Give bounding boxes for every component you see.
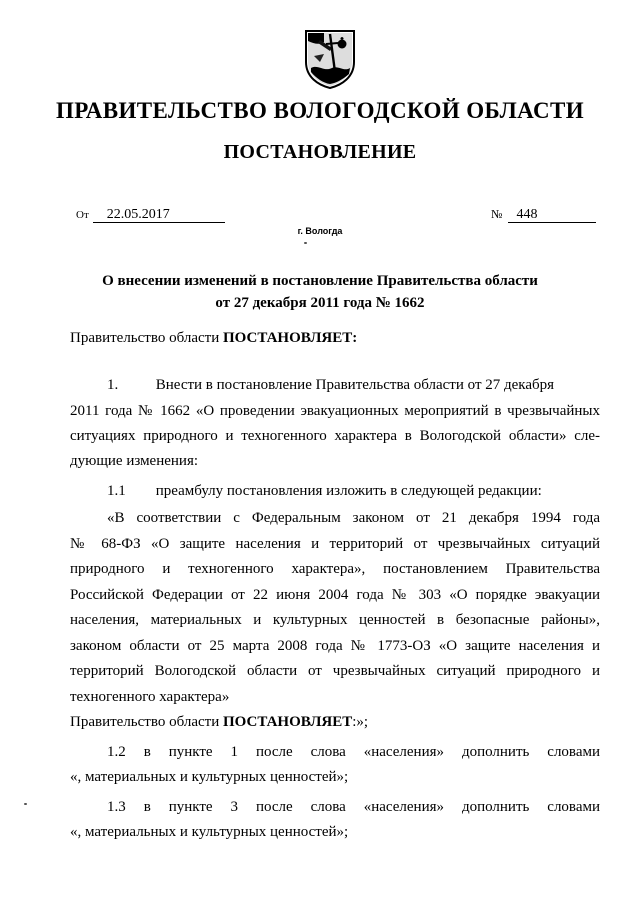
quote-line-3: природного и техногенного характера», постановлением Правительства xyxy=(70,561,600,577)
date-field xyxy=(76,207,225,223)
document-type: ПОСТАНОВЛЕНИЕ xyxy=(223,141,417,163)
paragraph-1-number: 1. xyxy=(107,377,119,393)
subject-line-1: О внесении изменений в постановление Правительства области xyxy=(102,273,538,289)
paragraph-1-3-line-1: 1.3 в пункте 3 после слова «населения» дополнить словами xyxy=(107,799,600,815)
government-title: ПРАВИТЕЛЬСТВО ВОЛОГОДСКОЙ ОБЛАСТИ xyxy=(55,98,585,123)
quote-line-4: Российской Федерации от 22 июня 2004 года № 303 «О порядке эвакуации xyxy=(70,587,600,603)
paragraph-1-line-2: 2011 года № 1662 «О проведении эвакуационных мероприятий в чрезвычайных xyxy=(70,403,600,419)
quote-line-5: населения, материальных и культурных ценностей в безопасные районы», xyxy=(70,612,600,628)
quote-end-line xyxy=(70,713,600,731)
number-value: 448 xyxy=(508,207,596,223)
coat-of-arms-icon xyxy=(302,28,358,90)
paragraph-1-3-line-2: «, материальных и культурных ценностей»; xyxy=(70,824,349,840)
document-subject xyxy=(60,270,580,314)
scan-speck xyxy=(304,242,307,244)
number-field xyxy=(491,207,596,223)
paragraph-1-line-1 xyxy=(107,376,600,394)
quote-line-1: «В соответствии с Федеральным законом от 21 декабря 1994 года xyxy=(107,510,600,526)
quote-line-6: законом области от 25 марта 2008 года № 1773-ОЗ «О защите населения и xyxy=(70,638,600,654)
city-label: г. Вологда xyxy=(297,226,343,236)
quote-end-suffix: :»; xyxy=(352,714,369,730)
quote-end-bold: ПОСТАНОВЛЯЕТ xyxy=(222,714,353,730)
paragraph-1-2-line-1: 1.2 в пункте 1 после слова «населения» дополнить словами xyxy=(107,744,600,760)
paragraph-1-1-number: 1.1 xyxy=(107,483,126,499)
paragraph-1-text: Внести в постановление Правительства области от 27 декабря xyxy=(155,377,555,393)
paragraph-1-2-line-2: «, материальных и культурных ценностей»; xyxy=(70,769,349,785)
number-label: № xyxy=(491,207,503,221)
resolves-prefix: Правительство области xyxy=(70,330,223,346)
resolves-line xyxy=(70,330,357,347)
paragraph-1-1-text: преамбулу постановления изложить в следующей редакции: xyxy=(155,483,542,499)
date-value: 22.05.2017 xyxy=(93,207,225,223)
quote-line-2: № 68-ФЗ «О защите населения и территорий от чрезвычайных ситуаций xyxy=(70,536,600,552)
quote-end-prefix: Правительство области xyxy=(70,714,223,730)
paragraph-1-1 xyxy=(107,482,600,500)
quote-line-7: территорий Вологодской области от чрезвычайных ситуаций природного и xyxy=(70,663,600,679)
scan-speck xyxy=(24,803,27,805)
quote-line-8: техногенного характера» xyxy=(70,689,230,705)
resolves-bold: ПОСТАНОВЛЯЕТ: xyxy=(222,330,358,346)
date-label: От xyxy=(76,209,89,221)
paragraph-1-line-4: дующие изменения: xyxy=(70,453,199,469)
subject-line-2: от 27 декабря 2011 года № 1662 xyxy=(215,295,425,311)
paragraph-1-line-3: ситуациях природного и техногенного характера в Вологодской области» сле- xyxy=(70,428,600,444)
